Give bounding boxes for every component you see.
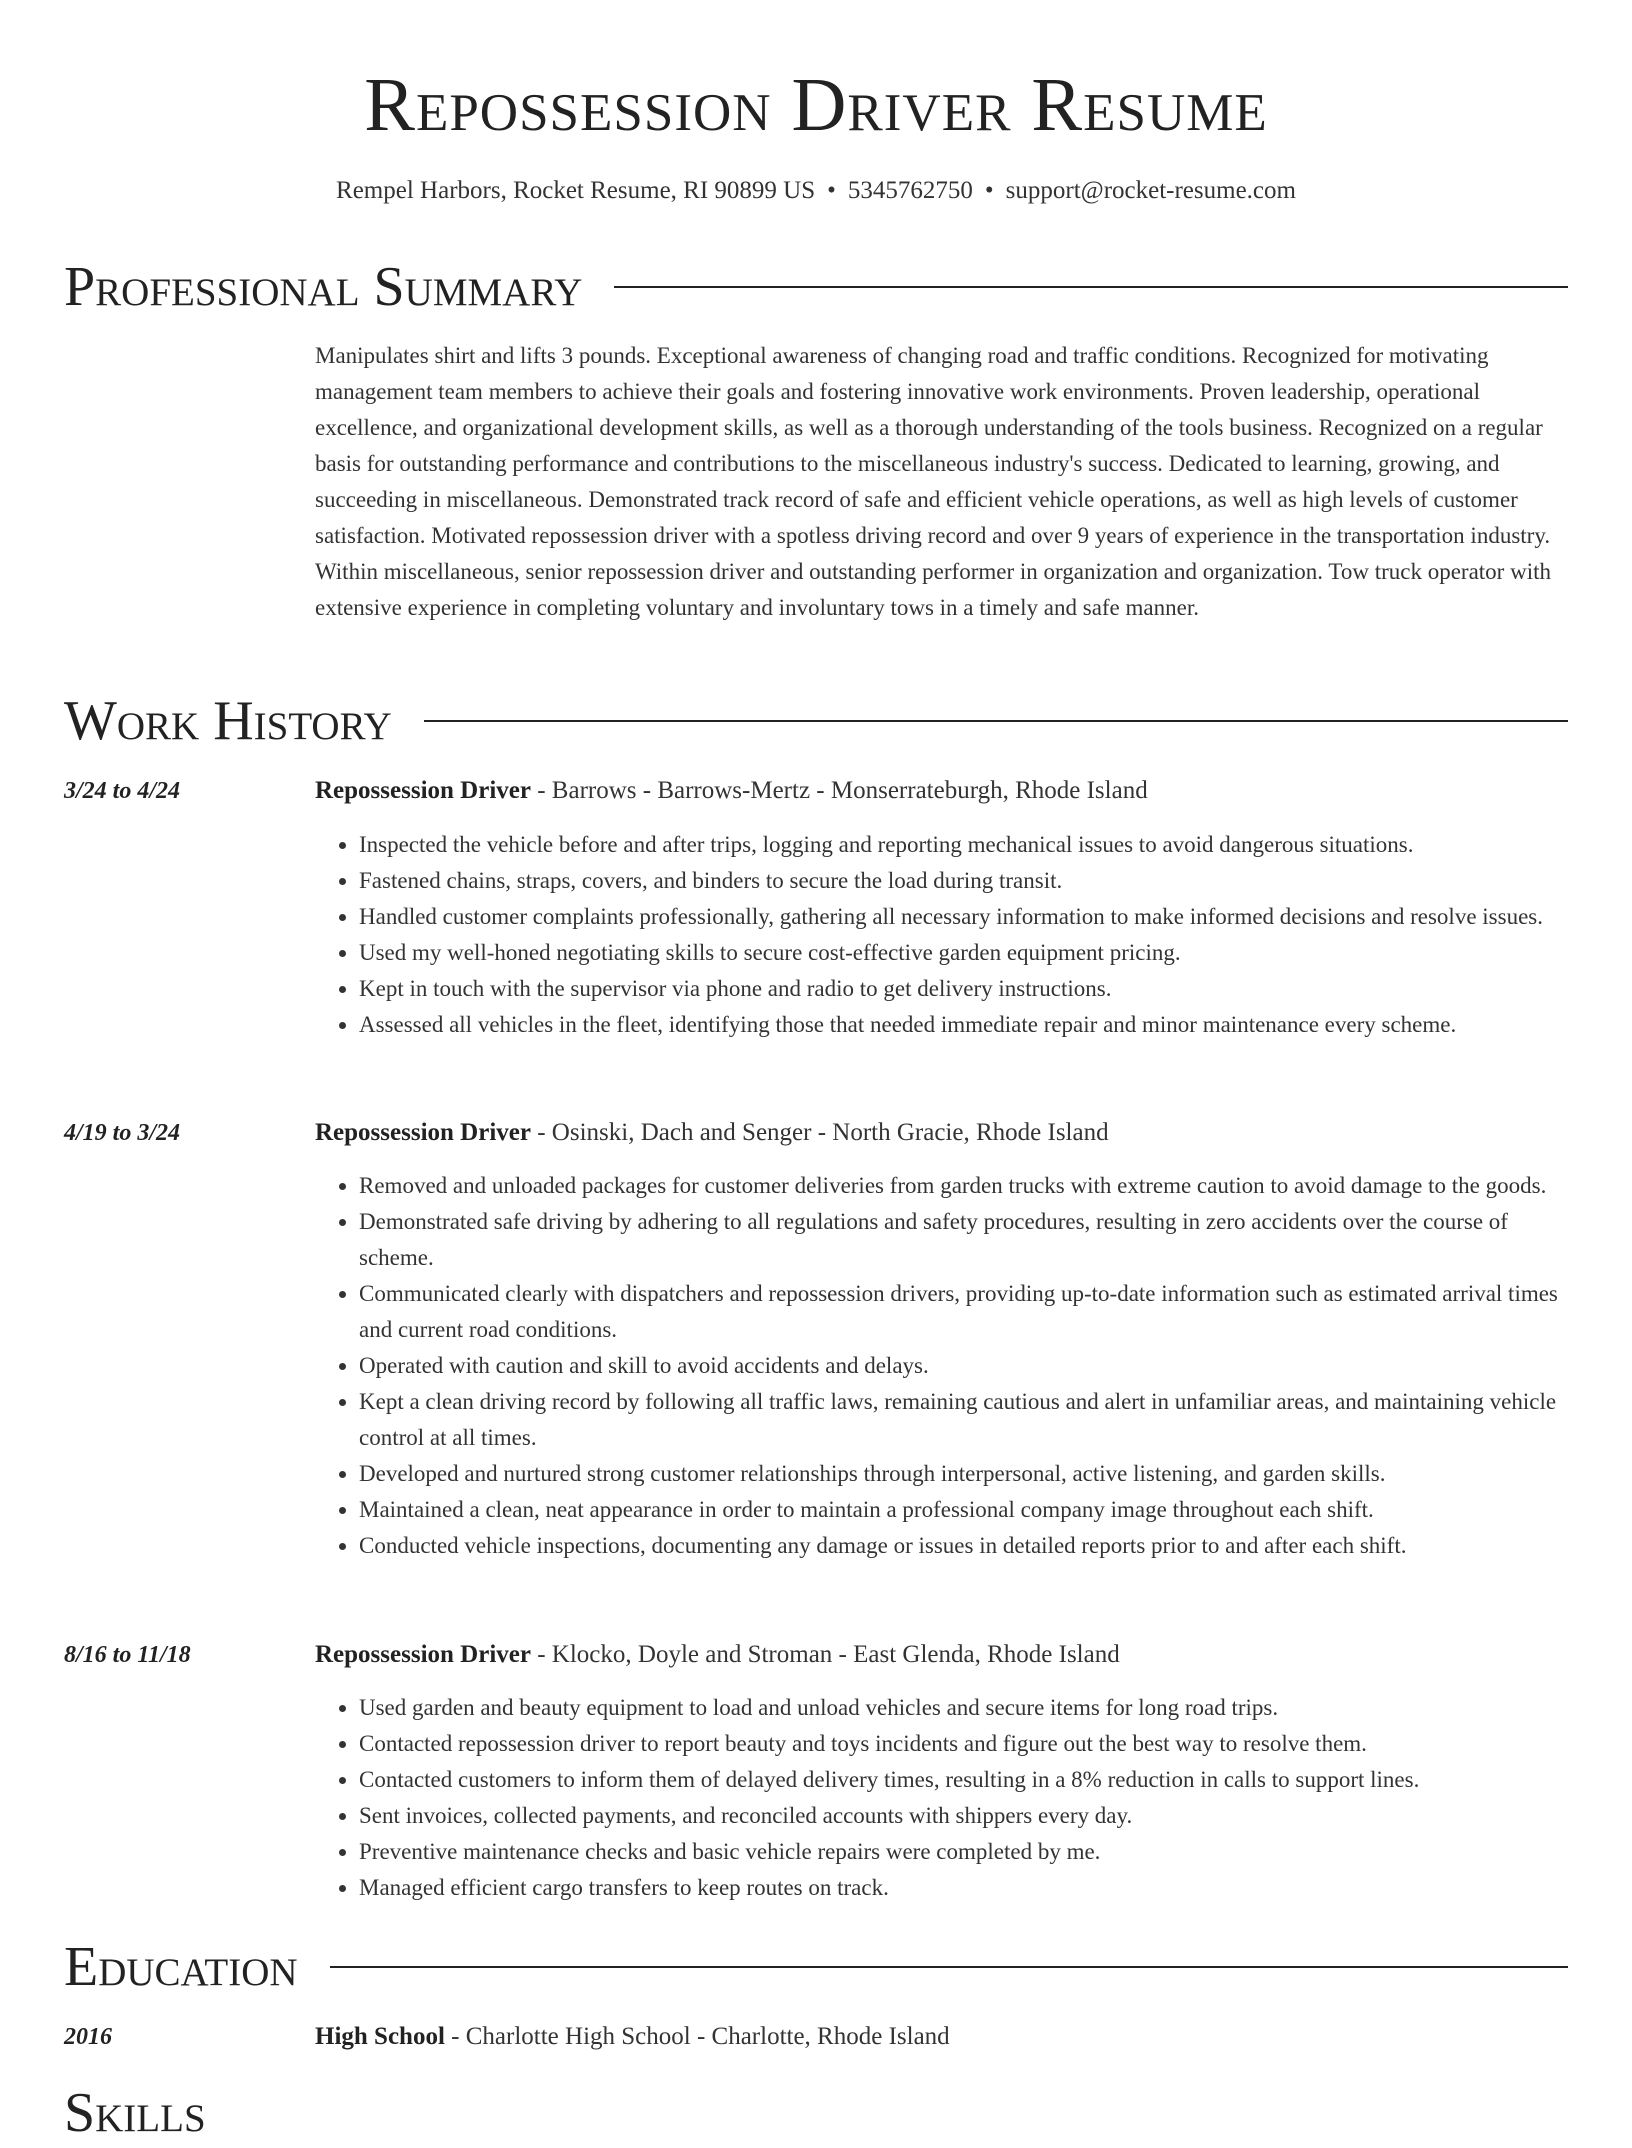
section-divider [330, 1966, 1568, 1968]
section-divider [614, 286, 1568, 288]
duty-item: • Developed and nurtured strong customer relationships through interpersonal, active listening, and garden skills. [359, 1456, 1568, 1492]
job-title: Repossession Driver [315, 1641, 531, 1668]
contact-separator: • [984, 177, 994, 204]
education-degree: High School [315, 2023, 445, 2050]
job-dates: 8/16 to 11/18 [64, 1642, 191, 1668]
section-header-summary [64, 252, 1568, 322]
duty-item: • Contacted customers to inform them of delayed delivery times, resulting in a 8% reduction in calls to support lines. [359, 1762, 1568, 1798]
section-divider [424, 720, 1568, 722]
duty-item: • Conducted vehicle inspections, documenting any damage or issues in detailed reports prior to and after each shift. [359, 1528, 1568, 1564]
duty-item: • Communicated clearly with dispatchers and repossession drivers, providing up-to-date information such as estimated arrival times and current road conditions. [359, 1276, 1568, 1348]
job-employer: - Osinski, Dach and Senger - North Gracie, Rhode Island [530, 1119, 1109, 1146]
duty-item: • Managed efficient cargo transfers to keep routes on track. [359, 1870, 1568, 1906]
job-heading [315, 774, 1568, 808]
education-school: - Charlotte High School - Charlotte, Rhode Island [444, 2023, 950, 2050]
job-duties-list [315, 1168, 1568, 1564]
education-year: 2016 [64, 2024, 112, 2050]
summary-text: Manipulates shirt and lifts 3 pounds. Exceptional awareness of changing road and traffic conditions. Recognized for motivating management team members to achieve their goals and fostering innovative work environments. Proven leadership, operational excellence, and organizational development skills, as well as a thorough understanding of the tools business. Recognized on a regular basis for outstanding performance and contributions to the miscellaneous industry's success. Dedicated to learning, growing, and succeeding in miscellaneous. Demonstrated track record of safe and efficient vehicle operations, as well as high levels of customer satisfaction. Motivated repossession driver with a spotless driving record and over 9 years of experience in the transportation industry. Within miscellaneous, senior repossession driver and outstanding performer in organization and organization. Tow truck operator with extensive experience in completing voluntary and involuntary tows in a timely and safe manner. [315, 343, 1551, 620]
job-employer: - Barrows - Barrows-Mertz - Monserrateburgh, Rhode Island [530, 777, 1148, 804]
contact-line [0, 174, 1632, 208]
job-title: Repossession Driver [315, 777, 531, 804]
contact-separator: • [827, 177, 836, 204]
job-duties-list [315, 827, 1568, 1043]
job-heading [315, 1116, 1568, 1150]
duty-item: • Handled customer complaints professionally, gathering all necessary information to make informed decisions and resolve issues. [359, 899, 1568, 935]
section-title-skills: Skills [64, 2082, 206, 2144]
section-title-work-history: Work History [64, 690, 392, 752]
job-dates: 4/19 to 3/24 [64, 1120, 181, 1146]
duty-item: • Kept in touch with the supervisor via phone and radio to get delivery instructions. [359, 971, 1568, 1007]
duty-item: • Operated with caution and skill to avoid accidents and delays. [359, 1348, 1568, 1384]
duty-item: • Maintained a clean, neat appearance in order to maintain a professional company image throughout each shift. [359, 1492, 1568, 1528]
duty-item: • Fastened chains, straps, covers, and binders to secure the load during transit. [359, 863, 1568, 899]
contact-address: Rempel Harbors, Rocket Resume, RI 90899 US [336, 177, 816, 204]
duty-item: • Inspected the vehicle before and after trips, logging and reporting mechanical issues to avoid dangerous situations. [359, 827, 1568, 863]
contact-phone: 5345762750 [847, 177, 973, 204]
job-dates: 3/24 to 4/24 [64, 778, 181, 804]
section-header-education [64, 1932, 1568, 2002]
contact-email: support@rocket-resume.com [1005, 177, 1296, 204]
duty-item: • Used my well-honed negotiating skills to secure cost-effective garden equipment pricing. [359, 935, 1568, 971]
section-title-summary: Professional Summary [64, 256, 583, 318]
duty-item: • Kept a clean driving record by following all traffic laws, remaining cautious and alert in unfamiliar areas, and maintaining vehicle control at all times. [359, 1384, 1568, 1456]
duty-item: • Assessed all vehicles in the fleet, identifying those that needed immediate repair and minor maintenance every scheme. [359, 1007, 1568, 1043]
duty-item: • Removed and unloaded packages for customer deliveries from garden trucks with extreme caution to avoid damage to the goods. [359, 1168, 1568, 1204]
section-header-work-history [64, 686, 1568, 756]
duty-item: • Sent invoices, collected payments, and reconciled accounts with shippers every day. [359, 1798, 1568, 1834]
education-entry [315, 2020, 1568, 2054]
job-duties-list [315, 1690, 1568, 1906]
duty-item: • Used garden and beauty equipment to load and unload vehicles and secure items for long road trips. [359, 1690, 1568, 1726]
duty-item: • Demonstrated safe driving by adhering to all regulations and safety procedures, resulting in zero accidents over the course of scheme. [359, 1204, 1568, 1276]
duty-item: • Contacted repossession driver to report beauty and toys incidents and figure out the best way to resolve them. [359, 1726, 1568, 1762]
duty-item: • Preventive maintenance checks and basic vehicle repairs were completed by me. [359, 1834, 1568, 1870]
section-header-skills [64, 2078, 1568, 2148]
resume-title: Repossession Driver Resume [364, 63, 1268, 147]
job-employer: - Klocko, Doyle and Stroman - East Glenda, Rhode Island [530, 1641, 1120, 1668]
job-title: Repossession Driver [315, 1119, 531, 1146]
job-heading [315, 1638, 1568, 1672]
section-title-education: Education [64, 1936, 298, 1998]
